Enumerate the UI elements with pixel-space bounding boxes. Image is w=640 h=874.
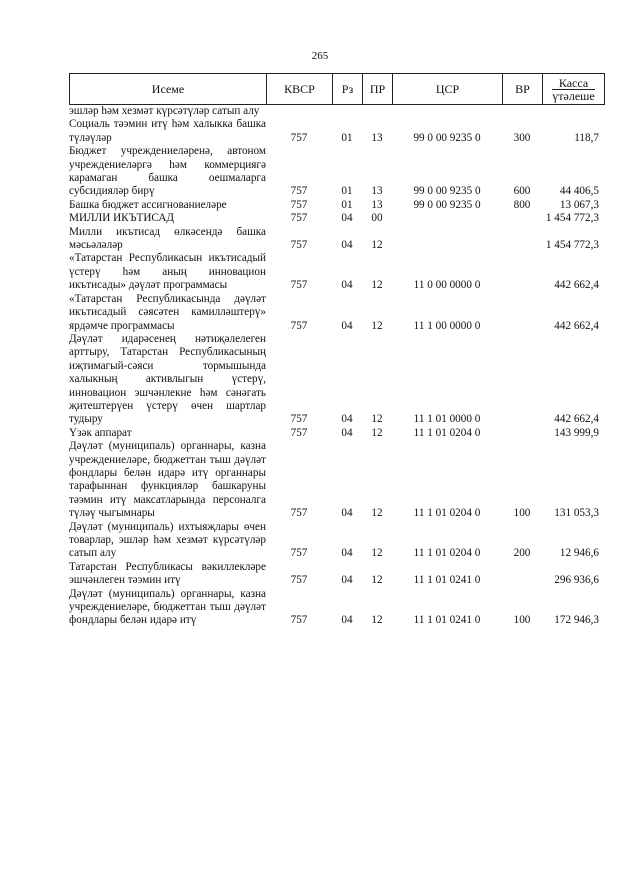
row-rz: 01 [341, 185, 353, 198]
header-sum-line1: Касса [558, 75, 589, 90]
table-row [69, 561, 605, 588]
row-sum: 172 946,3 [554, 614, 599, 627]
table-body [69, 105, 605, 628]
row-name: Дәүләт идарәсенең нәтиҗәлелеген арттыру, Татарстан Республикасының иҗтимагый-сәяси тормышында халыкның активлыгын үстерү, инновацион эшчәнлекне һәм сәнәгать җитештерүен үстерү өчен шартлар тудыру [69, 332, 266, 426]
row-name: эшләр һәм хезмәт күрсәтүләр сатып алу [69, 105, 260, 117]
budget-table [69, 73, 605, 628]
table-row [69, 293, 605, 333]
row-csr: 99 0 00 9235 0 [413, 185, 481, 198]
table-row [69, 226, 605, 253]
row-kvsr: 757 [290, 131, 308, 144]
row-pr: 12 [371, 614, 383, 627]
row-kvsr: 757 [290, 198, 308, 211]
row-vr: 200 [513, 547, 531, 560]
row-pr: 12 [371, 426, 383, 439]
row-pr: 12 [371, 507, 383, 520]
row-rz: 04 [341, 614, 353, 627]
row-name: Социаль тәэмин итү һәм халыкка башка түләүләр [69, 118, 266, 144]
row-rz: 04 [341, 426, 353, 439]
row-rz: 04 [341, 319, 353, 332]
row-csr: 99 0 00 9235 0 [413, 198, 481, 211]
row-csr: 11 1 01 0204 0 [413, 507, 481, 520]
row-name: «Татарстан Республикасында дәүләт икътисадый сәясәтен камилләштерү» ярдәмче программасы [69, 292, 266, 332]
row-rz: 04 [341, 239, 353, 252]
row-rz: 04 [341, 279, 353, 292]
table-row [69, 588, 605, 628]
row-pr: 12 [371, 319, 383, 332]
row-pr: 12 [371, 574, 383, 587]
row-pr: 12 [371, 413, 383, 426]
row-sum: 131 053,3 [554, 507, 599, 520]
table-row [69, 521, 605, 561]
row-vr: 100 [513, 507, 531, 520]
row-pr: 13 [371, 185, 383, 198]
row-name: Дәүләт (муниципаль) органнары, казна учреждениеләре, бюджеттан тыш дәүләт фондлары белән идарә итү органнары тарафыннан функцияләр башкаруны тәэмин итү максатларында персоналга түләү чыгымнары [69, 440, 266, 520]
row-pr: 13 [371, 131, 383, 144]
row-pr: 12 [371, 239, 383, 252]
row-csr: 11 0 00 0000 0 [413, 279, 481, 292]
table-row [69, 145, 605, 199]
row-name: «Татарстан Республикасын икътисадый үстерү һәм аның инновацион икътисады» дәүләт программасы [69, 252, 266, 292]
row-csr: 11 1 01 0000 0 [413, 413, 481, 426]
table-row [69, 105, 605, 118]
header-kvsr: КВСР [267, 74, 333, 104]
table-row [69, 212, 605, 225]
row-kvsr: 757 [290, 426, 308, 439]
row-kvsr: 757 [290, 319, 308, 332]
row-kvsr: 757 [290, 239, 308, 252]
row-sum: 1 454 772,3 [545, 239, 599, 252]
table-row [69, 199, 605, 212]
row-vr: 600 [513, 185, 531, 198]
table-row [69, 440, 605, 520]
row-name: Үзәк аппарат [69, 426, 132, 439]
table-row [69, 118, 605, 145]
row-csr: 11 1 01 0241 0 [413, 574, 481, 587]
row-sum: 442 662,4 [554, 413, 599, 426]
row-pr: 00 [371, 212, 383, 225]
row-kvsr: 757 [290, 547, 308, 560]
header-rz: Рз [333, 74, 363, 104]
header-vr: ВР [503, 74, 543, 104]
header-sum [543, 74, 604, 104]
row-sum: 118,7 [574, 131, 599, 144]
row-sum: 143 999,9 [554, 426, 599, 439]
row-name: Дәүләт (муниципаль) органнары, казна учреждениеләре, бюджеттан тыш дәүләт фондлары белән идарә итү [69, 587, 266, 627]
row-sum: 13 067,3 [559, 198, 599, 211]
row-name: Дәүләт (муниципаль) ихтыяҗлары өчен товарлар, эшләр һәм хезмәт күрсәтүләр сатып алу [69, 520, 266, 560]
header-csr: ЦСР [393, 74, 503, 104]
row-rz: 01 [341, 198, 353, 211]
row-rz: 04 [341, 574, 353, 587]
row-csr: 11 1 01 0204 0 [413, 547, 481, 560]
header-pr: ПР [363, 74, 393, 104]
row-kvsr: 757 [290, 574, 308, 587]
row-rz: 04 [341, 413, 353, 426]
header-name: Исеме [70, 74, 267, 104]
row-rz: 04 [341, 547, 353, 560]
row-pr: 12 [371, 279, 383, 292]
row-kvsr: 757 [290, 413, 308, 426]
row-kvsr: 757 [290, 614, 308, 627]
row-vr: 100 [513, 614, 531, 627]
header-sum-line2: үтәлеше [552, 88, 595, 103]
row-kvsr: 757 [290, 212, 308, 225]
row-kvsr: 757 [290, 279, 308, 292]
table-header [69, 73, 605, 105]
row-name: Башка бюджет ассигнованиеләре [69, 198, 227, 211]
table-row [69, 333, 605, 427]
row-csr: 99 0 00 9235 0 [413, 131, 481, 144]
table-row [69, 427, 605, 440]
page-number: 265 [311, 50, 329, 62]
row-rz: 04 [341, 212, 353, 225]
row-sum: 442 662,4 [554, 279, 599, 292]
row-sum: 442 662,4 [554, 319, 599, 332]
row-pr: 13 [371, 198, 383, 211]
row-kvsr: 757 [290, 185, 308, 198]
table-row [69, 252, 605, 292]
row-sum: 12 946,6 [559, 547, 599, 560]
row-name: МИЛЛИ ИКЪТИСАД [69, 212, 175, 225]
row-pr: 12 [371, 547, 383, 560]
row-csr: 11 1 00 0000 0 [413, 319, 481, 332]
row-csr: 11 1 01 0241 0 [413, 614, 481, 627]
row-name: Милли икътисад өлкәсендә башка мәсьәләләр [69, 225, 266, 252]
row-name: Бюджет учреждениеләренә, автоном учреждениеләргә һәм коммерциягә карамаган башка оешмаларга субсидияләр бирү [69, 145, 266, 198]
row-rz: 01 [341, 131, 353, 144]
row-vr: 300 [513, 131, 531, 144]
row-kvsr: 757 [290, 507, 308, 520]
row-rz: 04 [341, 507, 353, 520]
row-csr: 11 1 01 0204 0 [413, 426, 481, 439]
row-name: Татарстан Республикасы вәкиллекләре эшчәнлеген тәэмин итү [69, 560, 266, 587]
row-sum: 1 454 772,3 [545, 212, 599, 225]
row-sum: 44 406,5 [559, 185, 599, 198]
row-sum: 296 936,6 [554, 574, 599, 587]
row-vr: 800 [513, 198, 531, 211]
